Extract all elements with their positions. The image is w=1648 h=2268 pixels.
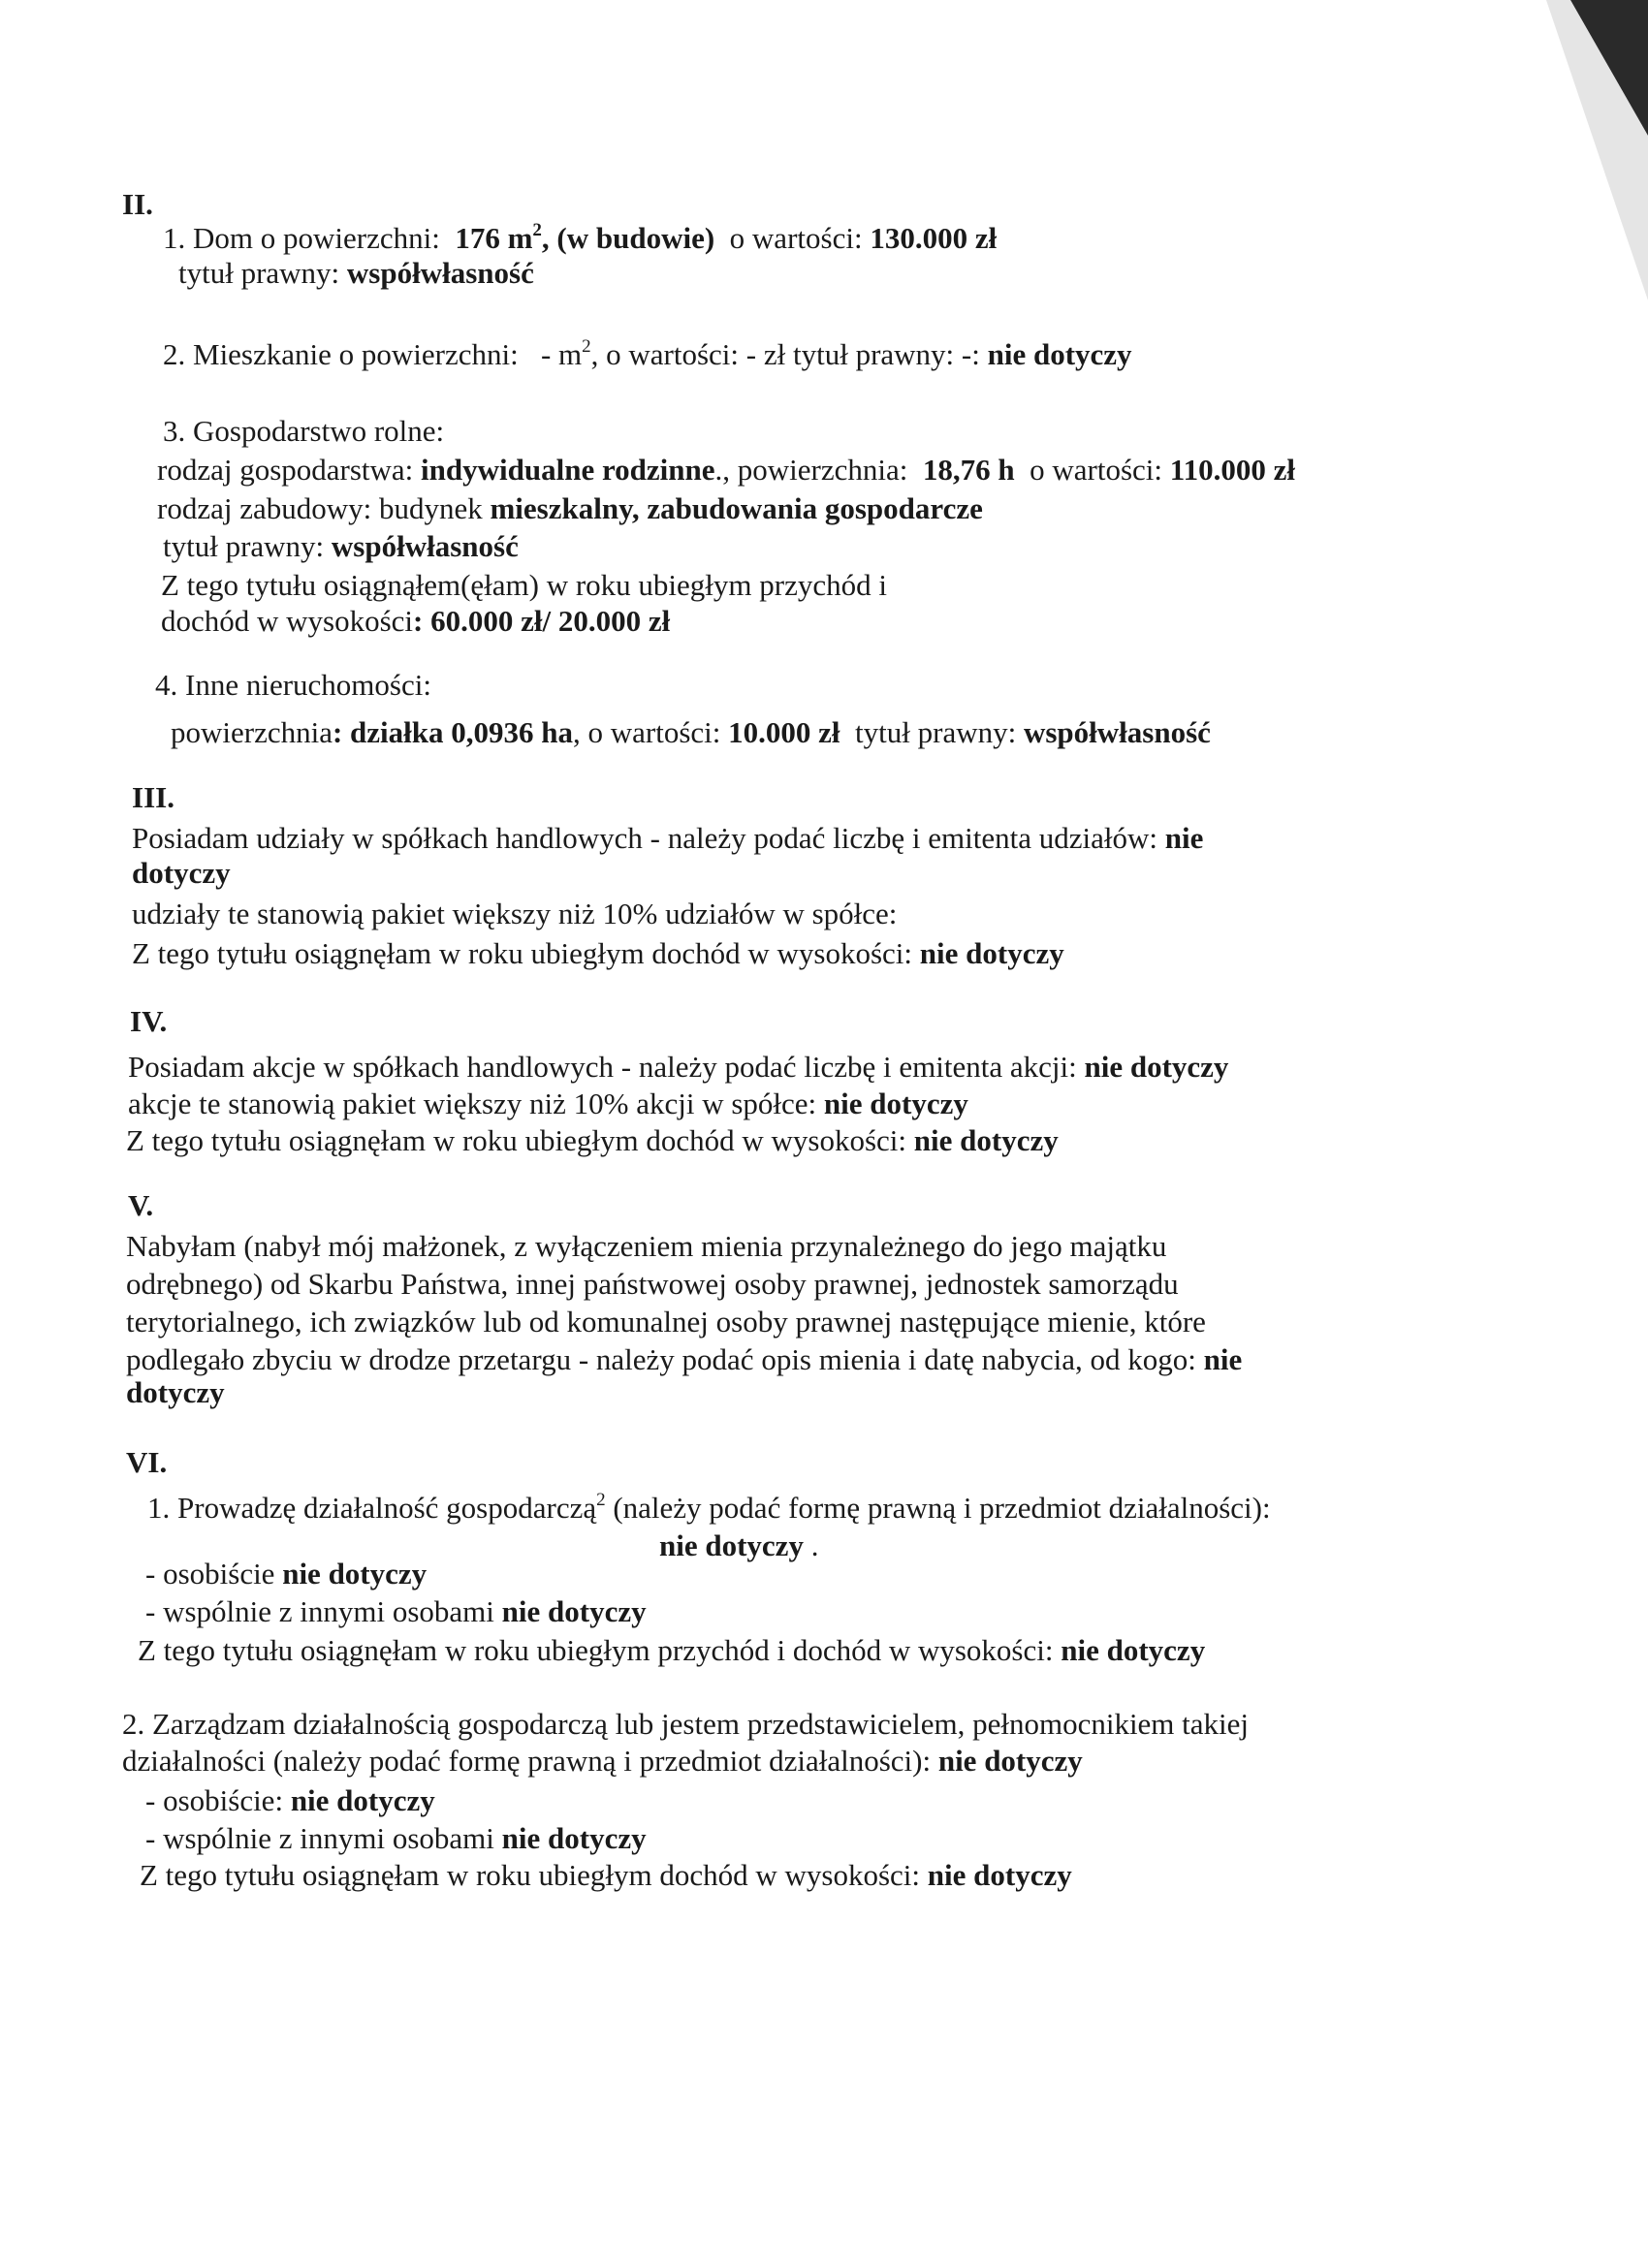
paragraph-line: 2. Zarządzam działalnością gospodarczą lub jestem przedstawicielem, pełnomocnikiem takiej xyxy=(122,1707,1250,1741)
paragraph-line: - wspólnie z innymi osobami nie dotyczy xyxy=(145,1594,647,1628)
paragraph-line: Z tego tytułu osiągnęłam w roku ubiegłym dochód w wysokości: nie dotyczy xyxy=(126,1123,1059,1157)
paragraph-line: Posiadam udziały w spółkach handlowych - należy podać liczbę i emitenta udziałów: nie xyxy=(132,821,1204,855)
section-heading: IV. xyxy=(130,1004,168,1038)
item-house-title: tytuł prawny: współwłasność xyxy=(178,256,534,290)
item-farm: 3. Gospodarstwo rolne: xyxy=(163,414,445,448)
item-apartment: 2. Mieszkanie o powierzchni: - $m^2$, o wartości: - zł tytuł prawny: -: nie dotyczy xyxy=(163,335,1132,371)
paragraph-line: działalności (należy podać formę prawną i przedmiot działalności): nie dotyczy xyxy=(122,1744,1083,1778)
section-heading: V. xyxy=(128,1188,154,1222)
item-farm-buildings: rodzaj zabudowy: budynek mieszkalny, zabudowania gospodarcze xyxy=(157,491,983,525)
section-heading: II. xyxy=(122,187,153,221)
paragraph-line: podlegało zbyciu w drodze przetargu - należy podać opis mienia i datę nabycia, od kogo: nie xyxy=(126,1342,1243,1376)
item-other-property-details: powierzchnia: działka 0,0936 ha, o wartości: 10.000 zł tytuł prawny: współwłasność xyxy=(171,715,1211,749)
paragraph-line: nie dotyczy . xyxy=(659,1528,819,1562)
paragraph-line: - wspólnie z innymi osobami nie dotyczy xyxy=(145,1821,647,1855)
item-farm-income-line2: dochód w wysokości: 60.000 zł/ 20.000 zł xyxy=(161,604,671,638)
paragraph-line: - osobiście: nie dotyczy xyxy=(145,1783,435,1817)
item-farm-type: rodzaj gospodarstwa: indywidualne rodzinne., powierzchnia: 18,76 h o wartości: 110.000 zł xyxy=(157,453,1295,487)
section-heading: VI. xyxy=(126,1445,168,1479)
paragraph-line: dotyczy xyxy=(126,1375,225,1409)
paragraph-line: odrębnego) od Skarbu Państwa, innej państwowej osoby prawnej, jednostek samorządu xyxy=(126,1267,1179,1301)
paragraph-line: Z tego tytułu osiągnęłam w roku ubiegłym dochód w wysokości: nie dotyczy xyxy=(140,1858,1072,1892)
paragraph-line: udziały te stanowią pakiet większy niż 10% udziałów w spółce: xyxy=(132,897,898,930)
paragraph-line: - osobiście nie dotyczy xyxy=(145,1557,428,1591)
paragraph-line: Z tego tytułu osiągnęłam w roku ubiegłym przychód i dochód w wysokości: nie dotyczy xyxy=(138,1633,1206,1667)
paragraph-line: akcje te stanowią pakiet większy niż 10% akcji w spółce: nie dotyczy xyxy=(128,1087,968,1120)
item-farm-title: tytuł prawny: współwłasność xyxy=(163,529,519,563)
paragraph-line: 1. Prowadzę działalność gospodarczą$^2$ (należy podać formę prawną i przedmiot działalności): xyxy=(147,1489,1271,1525)
paragraph-line: dotyczy xyxy=(132,856,231,890)
paragraph-line: Nabyłam (nabył mój małżonek, z wyłączeniem mienia przynależnego do jego majątku xyxy=(126,1229,1167,1263)
section-heading: III. xyxy=(132,780,174,814)
item-house: 1. Dom o powierzchni: 176 $m^2$, (w budowie) o wartości: 130.000 zł xyxy=(163,219,998,255)
paragraph-line: terytorialnego, ich związków lub od komunalnej osoby prawnej następujące mienie, które xyxy=(126,1305,1206,1339)
item-farm-income-line1: Z tego tytułu osiągnąłem(ęłam) w roku ubiegłym przychód i xyxy=(161,568,887,602)
item-other-property: 4. Inne nieruchomości: xyxy=(155,668,431,702)
paragraph-line: Posiadam akcje w spółkach handlowych - należy podać liczbę i emitenta akcji: nie dotyczy xyxy=(128,1050,1229,1084)
paragraph-line: Z tego tytułu osiągnęłam w roku ubiegłym dochód w wysokości: nie dotyczy xyxy=(132,936,1064,970)
